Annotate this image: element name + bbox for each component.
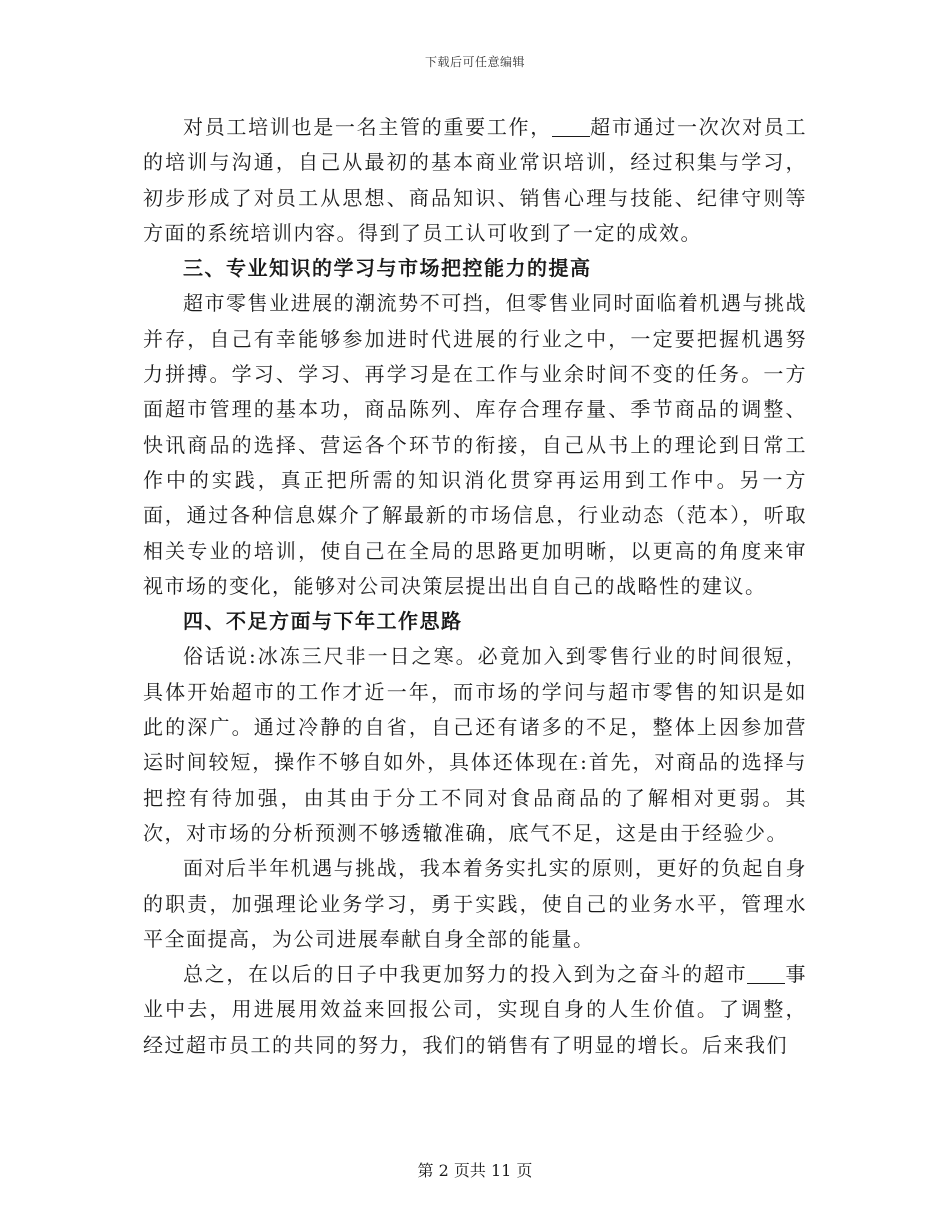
- paragraph-professional-knowledge: 超市零售业进展的潮流势不可挡，但零售业同时面临着机遇与挑战并存，自己有幸能够参加进时代进展的行业之中，一定要把握机遇努力拼搏。学习、学习、再学习是在工作与业余时间不变的任务。一方面超市管理的基本功，商品陈列、库存合理存量、季节商品的调整、快讯商品的选择、营运各个环节的衔接，自己从书上的理论到日常工作中的实践，真正把所需的知识消化贯穿再运用到工作中。另一方面，通过各种信息媒介了解最新的市场信息，行业动态（范本），听取相关专业的培训，使自己在全局的思路更加明晰，以更高的角度来审视市场的变化，能够对公司决策层提出出自自己的战略性的建议。: [143, 291, 807, 598]
- section-heading-3: 三、专业知识的学习与市场把控能力的提高: [183, 256, 592, 281]
- section-heading-4: 四、不足方面与下年工作思路: [183, 609, 463, 634]
- paragraph-text: 对员工培训也是一名主管的重要工作，: [183, 115, 552, 139]
- paragraph-second-half-plan: 面对后半年机遇与挑战，我本着务实扎实的原则，更好的负起自身的职责，加强理论业务学习，勇于实践，使自己的业务水平，管理水平全面提高，为公司进展奉献自身全部的能量。: [143, 856, 807, 951]
- paragraph-text: 事业中去，用进展用效益来回报公司，实现自身的人生价值。了调整，经过超市员工的共同的努力，我们的销售有了明显的增长。后来我们: [143, 962, 808, 1057]
- page-header: 下载后可任意编辑: [424, 55, 525, 69]
- paragraph-staff-training: [143, 110, 807, 251]
- fill-in-blank: [552, 116, 590, 137]
- paragraph-shortcomings: 俗话说:冰冻三尺非一日之寒。必竟加入到零售行业的时间很短，具体开始超市的工作才近一年，而市场的学问与超市零售的知识是如此的深广。通过冷静的自省，自己还有诸多的不足，整体上因参加营运时间较短，操作不够自如外，具体还体现在:首先，对商品的选择与把控有待加强，由其由于分工不同对食品商品的了解相对更弱。其次，对市场的分析预测不够透辙准确，底气不足，这是由于经验少。: [143, 644, 807, 845]
- paragraph-conclusion: [143, 957, 807, 1063]
- fill-in-blank: [747, 963, 785, 984]
- paragraph-text: 超市通过一次次对员工的培训与沟通，自己从最初的基本商业常识培训，经过积集与学习，初步形成了对员工从思想、商品知识、销售心理与技能、纪律守则等方面的系统培训内容。得到了员工认可收到了一定的成效。: [143, 115, 808, 245]
- document-body: [143, 110, 807, 1063]
- page-number-footer: 第 2 页共 11 页: [417, 1161, 533, 1180]
- paragraph-text: 总之，在以后的日子中我更加努力的投入到为之奋斗的超市: [183, 962, 748, 987]
